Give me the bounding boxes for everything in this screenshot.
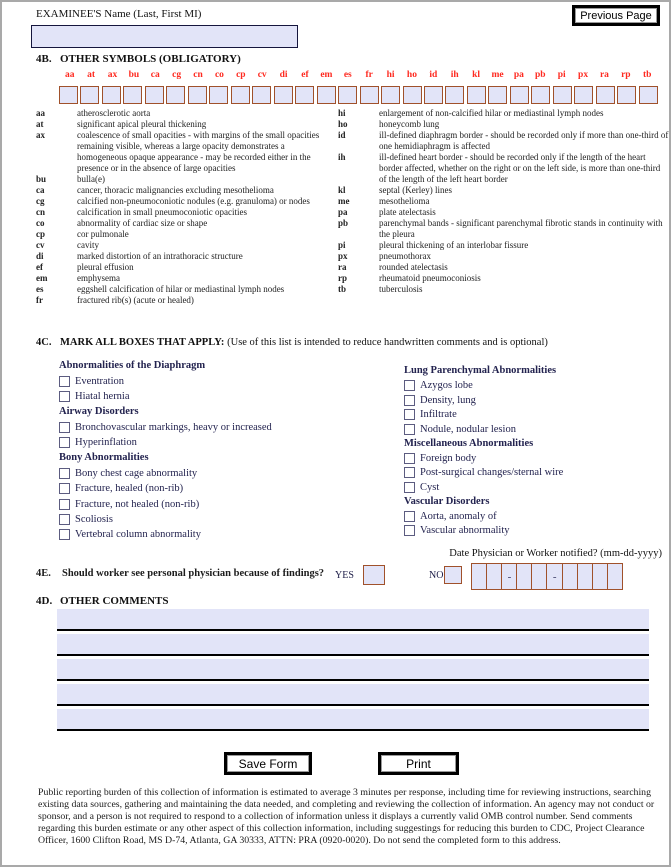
checkbox[interactable] bbox=[59, 499, 70, 510]
symbol-checkbox-ax[interactable] bbox=[102, 86, 121, 104]
section-4b-title bbox=[36, 53, 241, 65]
symbol-checkbox-fr[interactable] bbox=[360, 86, 379, 104]
symbol-definition-cg bbox=[36, 196, 335, 207]
symbol-def-text: calcified non-pneumoconiotic nodules (e.g. granuloma) or nodes bbox=[77, 196, 310, 206]
symbol-def-text: ill-defined heart border - should be recorded only if the length of the heart border affected, whether on the right or on the left side, is more than one-third of the length of the left heart border bbox=[379, 152, 661, 184]
symbol-definition-em bbox=[36, 273, 335, 284]
symbol-definition-es bbox=[36, 284, 335, 295]
symbol-def-text: emphysema bbox=[77, 273, 120, 283]
symbol-definition-hi bbox=[338, 108, 669, 119]
checkbox[interactable] bbox=[404, 511, 415, 522]
symbol-def-code: ra bbox=[338, 262, 347, 272]
section-4b-number: 4B. bbox=[36, 53, 52, 65]
previous-page-button[interactable]: Previous Page bbox=[572, 5, 660, 26]
checkbox[interactable] bbox=[404, 424, 415, 435]
symbol-definition-id bbox=[338, 130, 669, 152]
symbol-def-code: at bbox=[36, 119, 44, 129]
checkbox-item bbox=[59, 420, 394, 435]
symbol-code-at: at bbox=[87, 70, 96, 80]
symbol-def-code: cn bbox=[36, 207, 45, 217]
symbol-def-text: cor pulmonale bbox=[77, 229, 129, 239]
no-label: NO bbox=[429, 570, 444, 581]
symbol-def-code: hi bbox=[338, 108, 346, 118]
symbol-code-co: co bbox=[214, 70, 224, 80]
symbol-def-code: co bbox=[36, 218, 45, 228]
checkbox-label: Post-surgical changes/sternal wire bbox=[420, 467, 564, 479]
symbol-definition-fr bbox=[36, 295, 335, 306]
section-4c-title bbox=[36, 336, 548, 348]
date-cell[interactable] bbox=[562, 563, 579, 590]
checkbox-item bbox=[404, 451, 666, 466]
comment-input-line[interactable] bbox=[57, 609, 649, 631]
section-4b-heading: OTHER SYMBOLS (OBLIGATORY) bbox=[60, 53, 241, 65]
checkbox-label: Hiatal hernia bbox=[75, 390, 130, 402]
comment-input-line[interactable] bbox=[57, 634, 649, 656]
symbol-checkbox-di[interactable] bbox=[274, 86, 293, 104]
checkbox-item bbox=[404, 509, 666, 524]
checkbox-label: Azygos lobe bbox=[420, 380, 473, 392]
symbol-code-ax: ax bbox=[107, 70, 118, 80]
symbol-def-code: fr bbox=[36, 295, 43, 305]
symbol-def-text: abnormality of cardiac size or shape bbox=[77, 218, 208, 228]
symbol-def-text: bulla(e) bbox=[77, 174, 105, 184]
symbol-checkbox-me[interactable] bbox=[488, 86, 507, 104]
symbol-definition-tb bbox=[338, 284, 669, 295]
symbol-checkboxes-row bbox=[59, 86, 658, 104]
symbol-def-text: tuberculosis bbox=[379, 284, 423, 294]
symbol-code-px: px bbox=[578, 70, 589, 80]
checkbox-item bbox=[59, 466, 394, 481]
section-4d-number: 4D. bbox=[36, 595, 53, 607]
section-4c-heading: MARK ALL BOXES THAT APPLY: bbox=[60, 337, 225, 348]
date-cell[interactable] bbox=[471, 563, 488, 590]
symbol-definition-ho bbox=[338, 119, 669, 130]
checkbox[interactable] bbox=[59, 422, 70, 433]
symbol-def-code: di bbox=[36, 251, 44, 261]
abnormalities-column-right bbox=[404, 364, 666, 538]
symbol-def-code: em bbox=[36, 273, 48, 283]
symbol-def-code: rp bbox=[338, 273, 347, 283]
symbol-checkbox-ca[interactable] bbox=[145, 86, 164, 104]
yes-label: YES bbox=[335, 570, 354, 581]
checkbox[interactable] bbox=[404, 395, 415, 406]
symbol-checkbox-cp[interactable] bbox=[231, 86, 250, 104]
symbol-def-text: ill-defined diaphragm border - should be recorded only if more than one-third of one hemidiaphragm is affected bbox=[379, 130, 669, 151]
checkbox-item bbox=[404, 408, 666, 423]
date-cell[interactable] bbox=[607, 563, 624, 590]
symbol-code-ra: ra bbox=[599, 70, 609, 80]
symbol-def-text: significant apical pleural thickening bbox=[77, 119, 207, 129]
date-notified-label: Date Physician or Worker notified? (mm-dd-yyyy) bbox=[449, 548, 662, 559]
symbol-def-code: bu bbox=[36, 174, 47, 184]
symbol-code-em: em bbox=[320, 70, 333, 80]
symbol-code-tb: tb bbox=[643, 70, 652, 80]
symbol-definition-pi bbox=[338, 240, 669, 251]
symbol-def-text: rounded atelectasis bbox=[379, 262, 448, 272]
date-cell[interactable] bbox=[486, 563, 503, 590]
symbol-def-text: enlargement of non-calcified hilar or mediastinal lymph nodes bbox=[379, 108, 604, 118]
symbol-def-code: id bbox=[338, 130, 346, 140]
symbol-definition-ax bbox=[36, 130, 335, 174]
symbol-code-cv: cv bbox=[257, 70, 267, 80]
section-4d-heading: OTHER COMMENTS bbox=[60, 595, 169, 607]
symbol-definition-me bbox=[338, 196, 669, 207]
checkbox-item bbox=[59, 389, 394, 404]
symbol-def-code: pb bbox=[338, 218, 349, 228]
checkbox[interactable] bbox=[404, 467, 415, 478]
symbol-code-pb: pb bbox=[535, 70, 546, 80]
checkbox-label: Fracture, not healed (non-rib) bbox=[75, 498, 200, 510]
symbol-def-text: plate atelectasis bbox=[379, 207, 436, 217]
symbol-def-code: es bbox=[36, 284, 44, 294]
symbol-code-es: es bbox=[343, 70, 352, 80]
symbol-def-text: atherosclerotic aorta bbox=[77, 108, 151, 118]
checkbox-label: Bony chest cage abnormality bbox=[75, 467, 198, 479]
checkbox[interactable] bbox=[404, 409, 415, 420]
symbol-def-code: pa bbox=[338, 207, 348, 217]
section-4c-subtitle: (Use of this list is intended to reduce handwritten comments and is optional) bbox=[227, 337, 548, 348]
category-heading: Lung Parenchymal Abnormalities bbox=[404, 365, 557, 376]
symbol-def-code: cv bbox=[36, 240, 45, 250]
symbol-def-code: ho bbox=[338, 119, 348, 129]
symbol-def-code: ca bbox=[36, 185, 45, 195]
checkbox-label: Cyst bbox=[420, 481, 440, 493]
checkbox-item bbox=[404, 393, 666, 408]
section-4d-title bbox=[36, 595, 168, 607]
symbol-definition-ih bbox=[338, 152, 669, 185]
symbol-checkbox-pb[interactable] bbox=[531, 86, 550, 104]
symbol-def-text: honeycomb lung bbox=[379, 119, 440, 129]
symbol-code-id: id bbox=[429, 70, 438, 80]
symbol-checkbox-bu[interactable] bbox=[123, 86, 142, 104]
symbol-definition-rp bbox=[338, 273, 669, 284]
category-heading: Vascular Disorders bbox=[404, 495, 490, 507]
symbol-def-text: eggshell calcification of hilar or mediastinal lymph nodes bbox=[77, 284, 285, 294]
date-cell[interactable] bbox=[531, 563, 548, 590]
checkbox[interactable] bbox=[404, 482, 415, 493]
symbol-def-code: cp bbox=[36, 229, 45, 239]
checkbox-label: Hyperinflation bbox=[75, 437, 137, 449]
checkbox[interactable] bbox=[404, 525, 415, 536]
symbol-def-code: kl bbox=[338, 185, 346, 195]
save-form-button[interactable]: Save Form bbox=[224, 752, 312, 775]
symbol-definition-at bbox=[36, 119, 335, 130]
examinee-name-label: EXAMINEE'S Name (Last, First MI) bbox=[36, 8, 202, 20]
category-heading: Bony Abnormalities bbox=[59, 452, 149, 464]
section-4e-question: Should worker see personal physician because of findings? bbox=[62, 568, 325, 579]
date-cell[interactable]: - bbox=[501, 563, 518, 590]
symbol-def-code: tb bbox=[338, 284, 347, 294]
category-heading: Airway Disorders bbox=[59, 406, 139, 418]
examinee-name-input[interactable] bbox=[31, 25, 298, 48]
checkbox-item bbox=[59, 527, 394, 542]
burden-statement: Public reporting burden of this collection of information is estimated to average 3 minutes per response, including time for reviewing instructions, searching existing data sources, gathering and maintaining the data needed, and completing and reviewing the collection of information. An agency may not conduct or sponsor, and a person is not required to respond to a collection of information unless it displays a currently valid OMB control number. Send comments regarding this burden estimate or any other aspect of this collection information, including suggestings for reducing this burden to CDC, Project Clearance Officer, 1600 Clifton Road, MS D-74, Atlanta, GA 30333, ATTN: PRA (0920-0020). Do not send the completed form to this address. bbox=[38, 787, 655, 846]
symbol-definitions-left bbox=[36, 108, 335, 306]
symbol-def-text: coalescence of small opacities - with margins of the small opacities remaining visible, whereas a large opacity demonstrates a homogeneous opaque appearance - may be recorded either in the presence or in the absence of large opacities bbox=[77, 130, 320, 173]
symbol-checkbox-ra[interactable] bbox=[596, 86, 615, 104]
symbol-checkbox-cv[interactable] bbox=[252, 86, 271, 104]
print-button[interactable]: Print bbox=[378, 752, 459, 775]
category-heading: Miscellaneous Abnormalities bbox=[404, 437, 534, 449]
symbol-definition-cv bbox=[36, 240, 335, 251]
symbol-code-ih: ih bbox=[450, 70, 459, 80]
symbol-definition-ra bbox=[338, 262, 669, 273]
symbol-def-code: me bbox=[338, 196, 350, 206]
symbol-checkbox-ho[interactable] bbox=[403, 86, 422, 104]
symbol-code-cp: cp bbox=[236, 70, 246, 80]
other-comments-area bbox=[57, 609, 649, 734]
symbol-definition-bu bbox=[36, 174, 335, 185]
symbol-def-text: septal (Kerley) lines bbox=[379, 185, 452, 195]
checkbox-item bbox=[59, 373, 394, 388]
checkbox[interactable] bbox=[59, 483, 70, 494]
checkbox-item bbox=[59, 481, 394, 496]
symbol-def-text: rheumatoid pneumoconiosis bbox=[379, 273, 481, 283]
checkbox[interactable] bbox=[404, 453, 415, 464]
checkbox[interactable] bbox=[59, 391, 70, 402]
symbol-code-bu: bu bbox=[128, 70, 140, 80]
yes-checkbox[interactable] bbox=[363, 565, 385, 585]
symbol-code-pi: pi bbox=[557, 70, 566, 80]
symbol-definition-co bbox=[36, 218, 335, 229]
symbol-code-aa: aa bbox=[64, 70, 75, 80]
date-cell[interactable]: - bbox=[546, 563, 563, 590]
symbol-definition-cp bbox=[36, 229, 335, 240]
symbol-def-code: px bbox=[338, 251, 348, 261]
symbol-code-ef: ef bbox=[301, 70, 309, 80]
no-checkbox[interactable] bbox=[444, 566, 462, 584]
category-heading: Abnormalities of the Diaphragm bbox=[59, 360, 206, 371]
checkbox[interactable] bbox=[59, 514, 70, 525]
checkbox-item bbox=[404, 466, 666, 481]
symbol-def-text: pneumothorax bbox=[379, 251, 431, 261]
symbol-def-code: ih bbox=[338, 152, 346, 162]
symbol-checkbox-ih[interactable] bbox=[445, 86, 464, 104]
symbol-code-rp: rp bbox=[621, 70, 631, 80]
checkbox-label: Fracture, healed (non-rib) bbox=[75, 483, 184, 495]
checkbox[interactable] bbox=[59, 468, 70, 479]
checkbox-label: Scoliosis bbox=[75, 514, 113, 526]
symbol-def-text: pleural thickening of an interlobar fissure bbox=[379, 240, 529, 250]
symbol-def-text: marked distortion of an intrathoracic structure bbox=[77, 251, 243, 261]
checkbox-item bbox=[59, 512, 394, 527]
checkbox-label: Aorta, anomaly of bbox=[420, 510, 497, 522]
symbol-code-di: di bbox=[279, 70, 288, 80]
symbol-definition-px bbox=[338, 251, 669, 262]
symbol-checkbox-kl[interactable] bbox=[467, 86, 486, 104]
symbol-def-code: ef bbox=[36, 262, 43, 272]
symbol-checkbox-cg[interactable] bbox=[166, 86, 185, 104]
symbol-code-fr: fr bbox=[365, 70, 373, 80]
symbol-definition-ef bbox=[36, 262, 335, 273]
checkbox-item bbox=[404, 524, 666, 539]
symbol-checkbox-em[interactable] bbox=[317, 86, 336, 104]
date-cell[interactable] bbox=[577, 563, 594, 590]
symbol-code-pa: pa bbox=[513, 70, 524, 80]
comment-input-line[interactable] bbox=[57, 684, 649, 706]
symbol-def-text: calcification in small pneumoconiotic opacities bbox=[77, 207, 247, 217]
symbol-checkbox-aa[interactable] bbox=[59, 86, 78, 104]
checkbox-label: Bronchovascular markings, heavy or increased bbox=[75, 421, 272, 433]
symbol-checkbox-tb[interactable] bbox=[639, 86, 658, 104]
symbol-def-code: ax bbox=[36, 130, 45, 140]
symbol-def-text: mesothelioma bbox=[379, 196, 430, 206]
symbol-code-me: me bbox=[491, 70, 504, 80]
checkbox-label: Eventration bbox=[75, 375, 124, 387]
symbol-definition-kl bbox=[338, 185, 669, 196]
checkbox-item bbox=[59, 497, 394, 512]
symbol-definition-pa bbox=[338, 207, 669, 218]
symbol-codes-row bbox=[59, 70, 658, 80]
checkbox[interactable] bbox=[59, 437, 70, 448]
symbol-code-ca: ca bbox=[150, 70, 160, 80]
checkbox[interactable] bbox=[404, 380, 415, 391]
symbol-def-text: fractured rib(s) (acute or healed) bbox=[77, 295, 194, 305]
checkbox-item bbox=[404, 379, 666, 394]
checkbox-item bbox=[59, 435, 394, 450]
symbol-definitions-right bbox=[338, 108, 669, 295]
symbol-checkbox-rp[interactable] bbox=[617, 86, 636, 104]
symbol-code-ho: ho bbox=[406, 70, 417, 80]
checkbox-label: Nodule, nodular lesion bbox=[420, 423, 516, 435]
symbol-checkbox-at[interactable] bbox=[80, 86, 99, 104]
checkbox-label: Foreign body bbox=[420, 452, 477, 464]
symbol-def-code: cg bbox=[36, 196, 45, 206]
checkbox-label: Vascular abnormality bbox=[420, 525, 510, 537]
symbol-checkbox-pi[interactable] bbox=[553, 86, 572, 104]
symbol-checkbox-hi[interactable] bbox=[381, 86, 400, 104]
section-4e-number: 4E. bbox=[36, 568, 51, 579]
checkbox-item bbox=[404, 480, 666, 495]
symbol-code-kl: kl bbox=[472, 70, 481, 80]
symbol-def-code: pi bbox=[338, 240, 346, 250]
symbol-checkbox-px[interactable] bbox=[574, 86, 593, 104]
checkbox-label: Density, lung bbox=[420, 394, 476, 406]
checkbox-label: Infiltrate bbox=[420, 409, 457, 421]
symbol-def-text: pleural effusion bbox=[77, 262, 134, 272]
checkbox-label: Vertebral column abnormality bbox=[75, 529, 201, 541]
abnormalities-column-left bbox=[59, 358, 394, 543]
checkbox[interactable] bbox=[59, 529, 70, 540]
symbol-checkbox-es[interactable] bbox=[338, 86, 357, 104]
symbol-definition-cn bbox=[36, 207, 335, 218]
symbol-definition-ca bbox=[36, 185, 335, 196]
comment-input-line[interactable] bbox=[57, 659, 649, 681]
section-4c-number: 4C. bbox=[36, 337, 52, 348]
symbol-definition-di bbox=[36, 251, 335, 262]
symbol-code-hi: hi bbox=[386, 70, 395, 80]
symbol-checkbox-pa[interactable] bbox=[510, 86, 529, 104]
symbol-code-cg: cg bbox=[172, 70, 182, 80]
checkbox-item bbox=[404, 422, 666, 437]
symbol-checkbox-cn[interactable] bbox=[188, 86, 207, 104]
checkbox[interactable] bbox=[59, 376, 70, 387]
symbol-def-text: parenchymal bands - significant parenchymal fibrotic stands in continuity with the pleura bbox=[379, 218, 663, 239]
symbol-definition-pb bbox=[338, 218, 669, 240]
date-cell[interactable] bbox=[516, 563, 533, 590]
symbol-checkbox-co[interactable] bbox=[209, 86, 228, 104]
symbol-def-text: cavity bbox=[77, 240, 99, 250]
comment-input-line[interactable] bbox=[57, 709, 649, 731]
symbol-def-code: aa bbox=[36, 108, 45, 118]
symbol-checkbox-id[interactable] bbox=[424, 86, 443, 104]
symbol-definition-aa bbox=[36, 108, 335, 119]
date-notified-field bbox=[471, 563, 623, 590]
symbol-code-cn: cn bbox=[193, 70, 203, 80]
symbol-def-text: cancer, thoracic malignancies excluding mesothelioma bbox=[77, 185, 274, 195]
symbol-checkbox-ef[interactable] bbox=[295, 86, 314, 104]
date-cell[interactable] bbox=[592, 563, 609, 590]
